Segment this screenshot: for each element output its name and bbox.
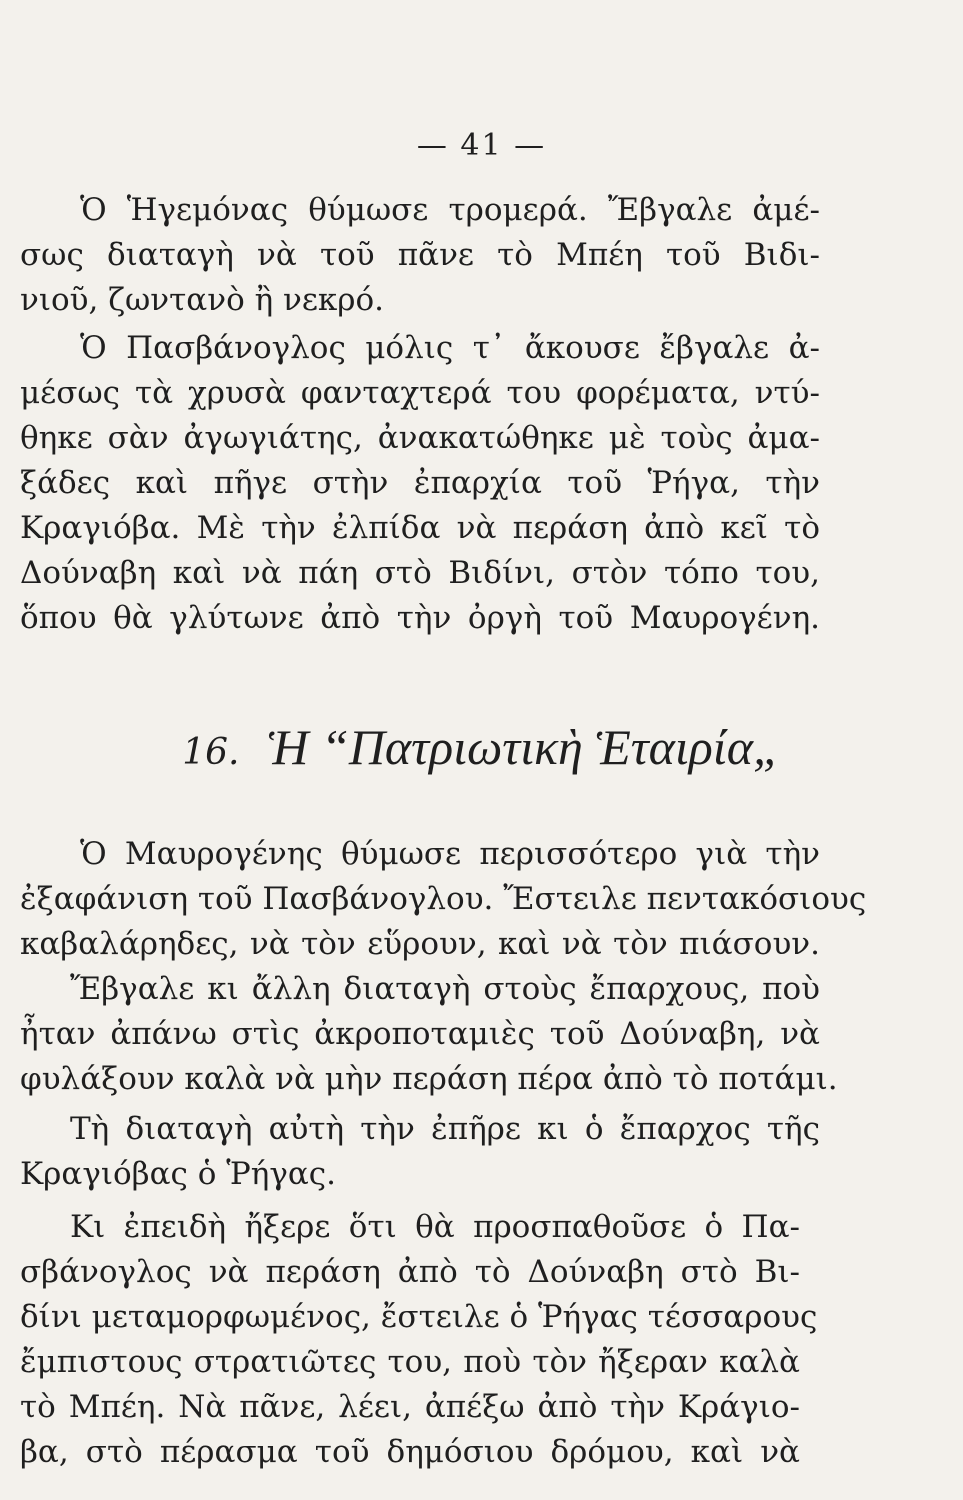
text-line: ξάδες καὶ πῆγε στὴν ἐπαρχία τοῦ Ῥήγα, τὴν [20,465,820,501]
text-line: Ὁ Πασβάνογλος μόλις τ᾽ ἄκουσε ἔβγαλε ἀ- [80,330,820,366]
text-line: φυλάξουν καλὰ νὰ μὴν περάση πέρα ἀπὸ τὸ ποτάμι. [20,1061,838,1097]
text-line: τὸ Μπέη. Νὰ πᾶνε, λέει, ἀπέξω ἀπὸ τὴν Κράγιο- [20,1389,800,1425]
paragraph-rigas-receives-order [20,1107,820,1197]
text-line: Κραγιόβας ὁ Ῥήγας. [20,1156,336,1192]
text-line: ἦταν ἀπάνω στὶς ἀκροποταμιὲς τοῦ Δούναβη, νὰ [20,1016,820,1052]
text-line: δίνι μεταμορφωμένος, ἔστειλε ὁ Ῥήγας τέσσαρους [20,1299,818,1335]
text-line: Ἔβγαλε κι ἄλλη διαταγὴ στοὺς ἔπαρχους, ποὺ [70,971,820,1007]
page-number: — 41 — [416,128,547,163]
section-heading [0,718,963,776]
paragraph-rigas-sends-soldiers [20,1205,818,1475]
text-line: θηκε σὰν ἀγωγιάτης, ἀνακατώθηκε μὲ τοὺς ἀμα- [20,420,820,456]
section-title: Ἡ “Πατριωτικὴ Ἑταιρία„ [267,719,781,775]
text-line: Ὁ Μαυρογένης θύμωσε περισσότερο γιὰ τὴν [80,836,820,872]
text-line: ἔμπιστους στρατιῶτες του, ποὺ τὸν ἤξεραν καλὰ [20,1344,800,1380]
text-line: σβάνογλος νὰ περάση ἀπὸ τὸ Δούναβη στὸ Βι- [20,1254,800,1290]
paragraph-order-to-governors [20,967,838,1102]
text-line: βα, στὸ πέρασμα τοῦ δημόσιου δρόμου, καὶ νὰ [20,1434,800,1470]
text-line: Κι ἐπειδὴ ἤξερε ὅτι θὰ προσπαθοῦσε ὁ Πα- [70,1209,800,1245]
text-line: μέσως τὰ χρυσὰ φανταχτερά του φορέματα, ντύ- [20,375,820,411]
text-line: καβαλάρηδες, νὰ τὸν εὕρουν, καὶ νὰ τὸν πιάσουν. [20,926,820,962]
text-line: ἐξαφάνιση τοῦ Πασβάνογλου. Ἔστειλε πεντακόσιους [20,881,867,917]
text-line: Κραγιόβα. Μὲ τὴν ἐλπίδα νὰ περάση ἀπὸ κεῖ τὸ [20,510,820,546]
text-line: σως διαταγὴ νὰ τοῦ πᾶνε τὸ Μπέη τοῦ Βιδι- [20,237,820,273]
paragraph-hegemon-anger [20,188,820,323]
text-line: νιοῦ, ζωντανὸ ἢ νεκρό. [20,282,385,318]
text-line: Δούναβη καὶ νὰ πάη στὸ Βιδίνι, στὸν τόπο του, [20,555,820,591]
text-line: ὅπου θὰ γλύτωνε ἀπὸ τὴν ὀργὴ τοῦ Μαυρογένη. [20,600,820,636]
paragraph-mavrogenis-anger [20,832,867,967]
text-line: Τὴ διαταγὴ αὐτὴ τὴν ἐπῆρε κι ὁ ἔπαρχος τῆς [70,1111,820,1147]
text-line: Ὁ Ἡγεμόνας θύμωσε τρομερά. Ἔβγαλε ἀμέ- [80,192,820,228]
section-number: 16. [182,732,240,773]
paragraph-pasvanoglou-escape [20,326,820,641]
